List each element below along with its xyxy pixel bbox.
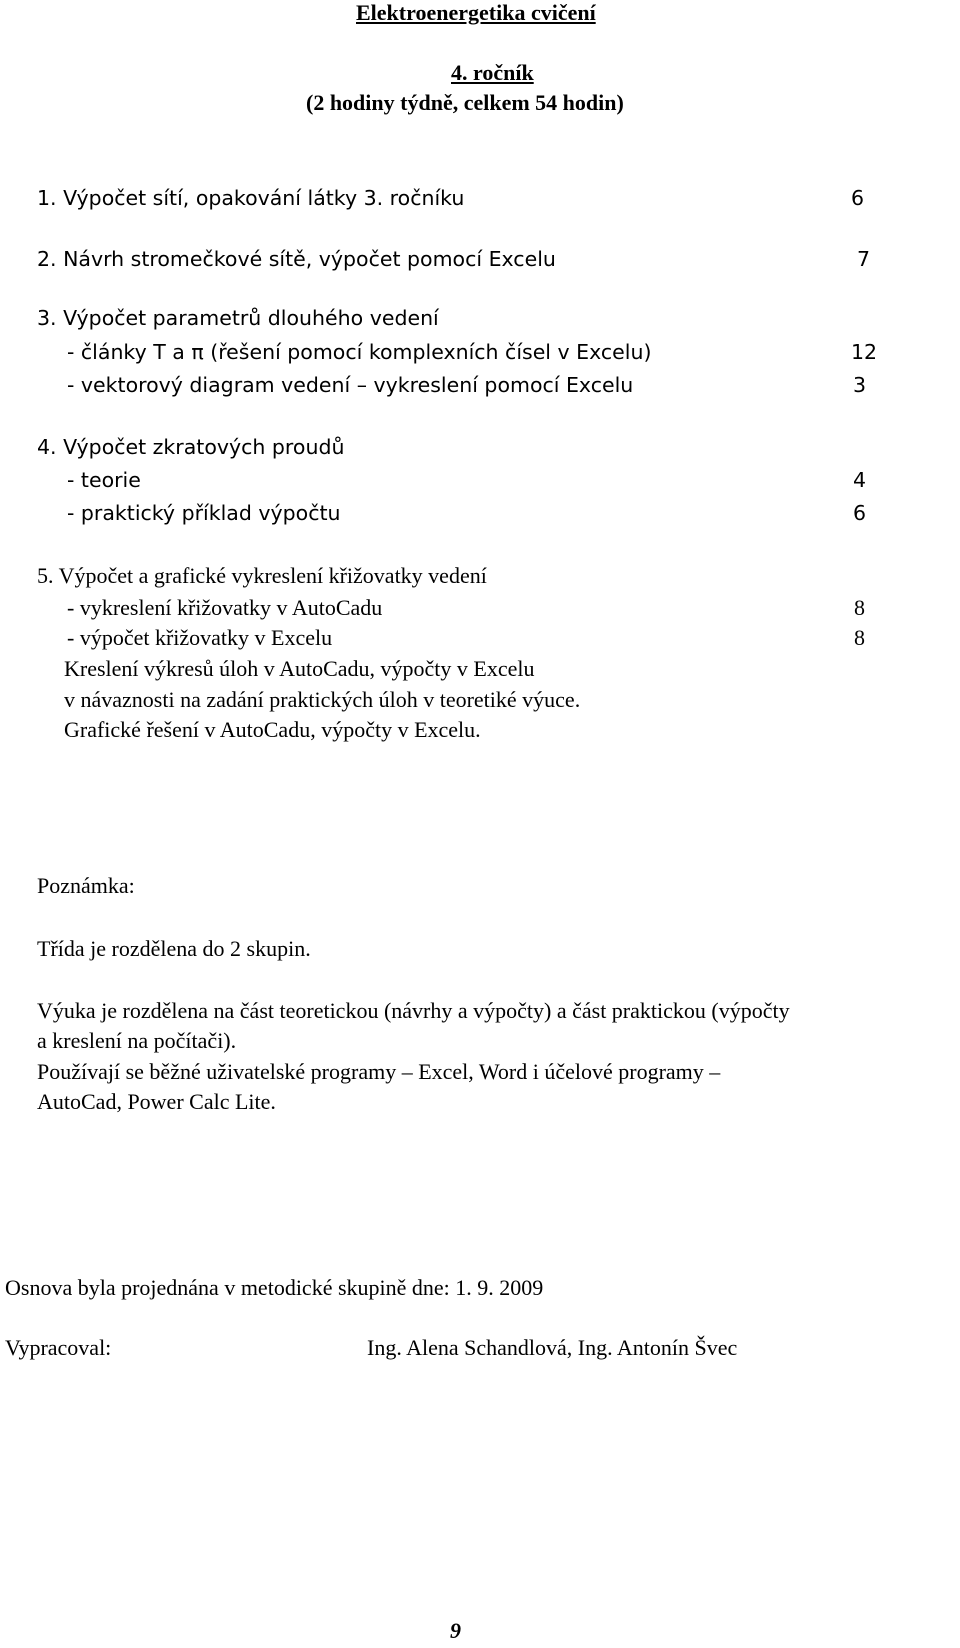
topic-1-text: 1. Výpočet sítí, opakování látky 3. ročníku xyxy=(37,186,465,210)
topic-5-text: 5. Výpočet a grafické vykreslení křižovatky vedení xyxy=(37,563,487,588)
topic-3-text: 3. Výpočet parametrů dlouhého vedení xyxy=(37,306,439,330)
topic-5-sub-1-hours: 8 xyxy=(854,595,865,620)
topic-4-sub-2-text: - praktický příklad výpočtu xyxy=(67,501,341,525)
approval-note: Osnova byla projednána v metodické skupině dne: 1. 9. 2009 xyxy=(5,1275,544,1300)
topic-2-text: 2. Návrh stromečkové sítě, výpočet pomocí Excelu xyxy=(37,247,556,271)
topic-4-sub-1-text: - teorie xyxy=(67,468,141,492)
topic-1-hours: 6 xyxy=(851,186,865,210)
topic-2-hours: 7 xyxy=(857,247,871,271)
topic-3-sub-1-hours: 12 xyxy=(851,340,878,364)
topic-5-sub-1-text: - vykreslení křižovatky v AutoCadu xyxy=(67,595,383,620)
topic-4-text: 4. Výpočet zkratových proudů xyxy=(37,435,345,459)
note-groups: Třída je rozdělena do 2 skupin. xyxy=(37,936,311,961)
topic-4-sub-1-hours: 4 xyxy=(853,468,867,492)
prepared-by-names: Ing. Alena Schandlová, Ing. Antonín Švec xyxy=(367,1335,738,1360)
topic-5-note-2: v návaznosti na zadání praktických úloh v teoretiké výuce. xyxy=(64,687,581,712)
topic-5-note-1: Kreslení výkresů úloh v AutoCadu, výpočty v Excelu xyxy=(64,656,535,681)
page-number: 9 xyxy=(450,1618,461,1643)
grade-label: 4. ročník xyxy=(451,60,534,85)
topic-3-sub-2-hours: 3 xyxy=(853,373,867,397)
note-programs-line-2: AutoCad, Power Calc Lite. xyxy=(37,1089,276,1114)
topic-5-note-3: Grafické řešení v AutoCadu, výpočty v Excelu. xyxy=(64,717,481,742)
note-teaching-line-1: Výuka je rozdělena na část teoretickou (návrhy a výpočty) a část praktickou (výpočty xyxy=(37,998,790,1023)
topic-4-sub-2-hours: 6 xyxy=(853,501,867,525)
note-teaching-line-2: a kreslení na počítači). xyxy=(37,1028,237,1053)
topic-5-sub-2-hours: 8 xyxy=(854,625,865,650)
note-heading: Poznámka: xyxy=(37,873,135,898)
document-title: Elektroenergetika cvičení xyxy=(356,0,596,25)
prepared-by-label: Vypracoval: xyxy=(5,1335,112,1360)
note-programs-line-1: Používají se běžné uživatelské programy – Excel, Word i účelové programy – xyxy=(37,1059,721,1084)
topic-3-sub-2-text: - vektorový diagram vedení – vykreslení pomocí Excelu xyxy=(67,373,634,397)
topic-3-sub-1-text: - články T a π (řešení pomocí komplexních čísel v Excelu) xyxy=(67,340,652,364)
hours-summary: (2 hodiny týdně, celkem 54 hodin) xyxy=(306,90,624,115)
topic-5-sub-2-text: - výpočet křižovatky v Excelu xyxy=(67,625,333,650)
